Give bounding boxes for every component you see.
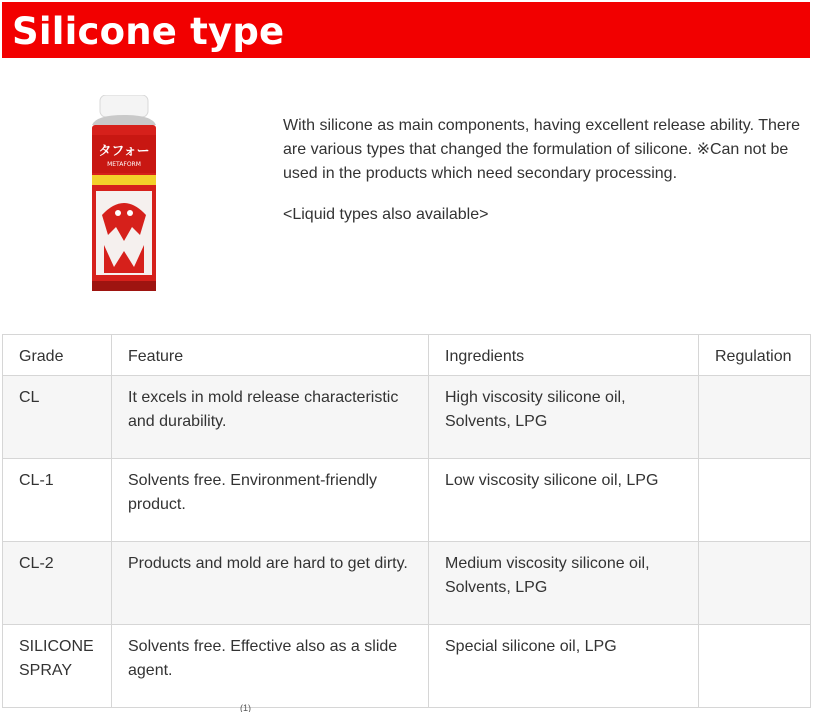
cell-grade: SILICONE SPRAY <box>3 625 112 708</box>
cell-grade: CL-2 <box>3 542 112 625</box>
table-row <box>3 542 811 625</box>
section-banner <box>2 2 810 58</box>
cell-ingredients: Special silicone oil, LPG <box>429 625 699 708</box>
cell-feature: Solvents free. Effective also as a slide agent. <box>112 625 429 708</box>
table-row <box>3 625 811 708</box>
product-image <box>88 95 160 295</box>
product-description <box>283 114 808 227</box>
cell-regulation <box>699 459 811 542</box>
liquid-types-note: <Liquid types also available> <box>283 206 489 223</box>
table-header-row <box>3 335 811 376</box>
cell-ingredients: High viscosity silicone oil, Solvents, LPG <box>429 376 699 459</box>
cell-regulation <box>699 542 811 625</box>
cell-regulation <box>699 376 811 459</box>
cell-ingredients: Medium viscosity silicone oil, Solvents, LPG <box>429 542 699 625</box>
header-feature: Feature <box>112 335 429 376</box>
footnote-fragment: (1) <box>240 703 251 712</box>
header-grade: Grade <box>3 335 112 376</box>
cell-feature: It excels in mold release characteristic and durability. <box>112 376 429 459</box>
cell-ingredients: Low viscosity silicone oil, LPG <box>429 459 699 542</box>
spray-can-icon <box>88 95 160 295</box>
table-row <box>3 376 811 459</box>
description-text: With silicone as main components, having excellent release ability. There are various types that changed the formulation of silicone. ※Can not be used in the products which need secondary processing. <box>283 117 800 182</box>
cell-grade: CL-1 <box>3 459 112 542</box>
grade-table <box>2 334 811 708</box>
section-title: Silicone type <box>12 10 285 53</box>
svg-text:METAFORM: METAFORM <box>107 161 141 168</box>
cell-regulation <box>699 625 811 708</box>
cell-feature: Solvents free. Environment-friendly product. <box>112 459 429 542</box>
cell-feature: Products and mold are hard to get dirty. <box>112 542 429 625</box>
cell-grade: CL <box>3 376 112 459</box>
svg-text:タフォー: タフォー <box>98 144 150 159</box>
header-ingredients: Ingredients <box>429 335 699 376</box>
header-regulation: Regulation <box>699 335 811 376</box>
table-row <box>3 459 811 542</box>
